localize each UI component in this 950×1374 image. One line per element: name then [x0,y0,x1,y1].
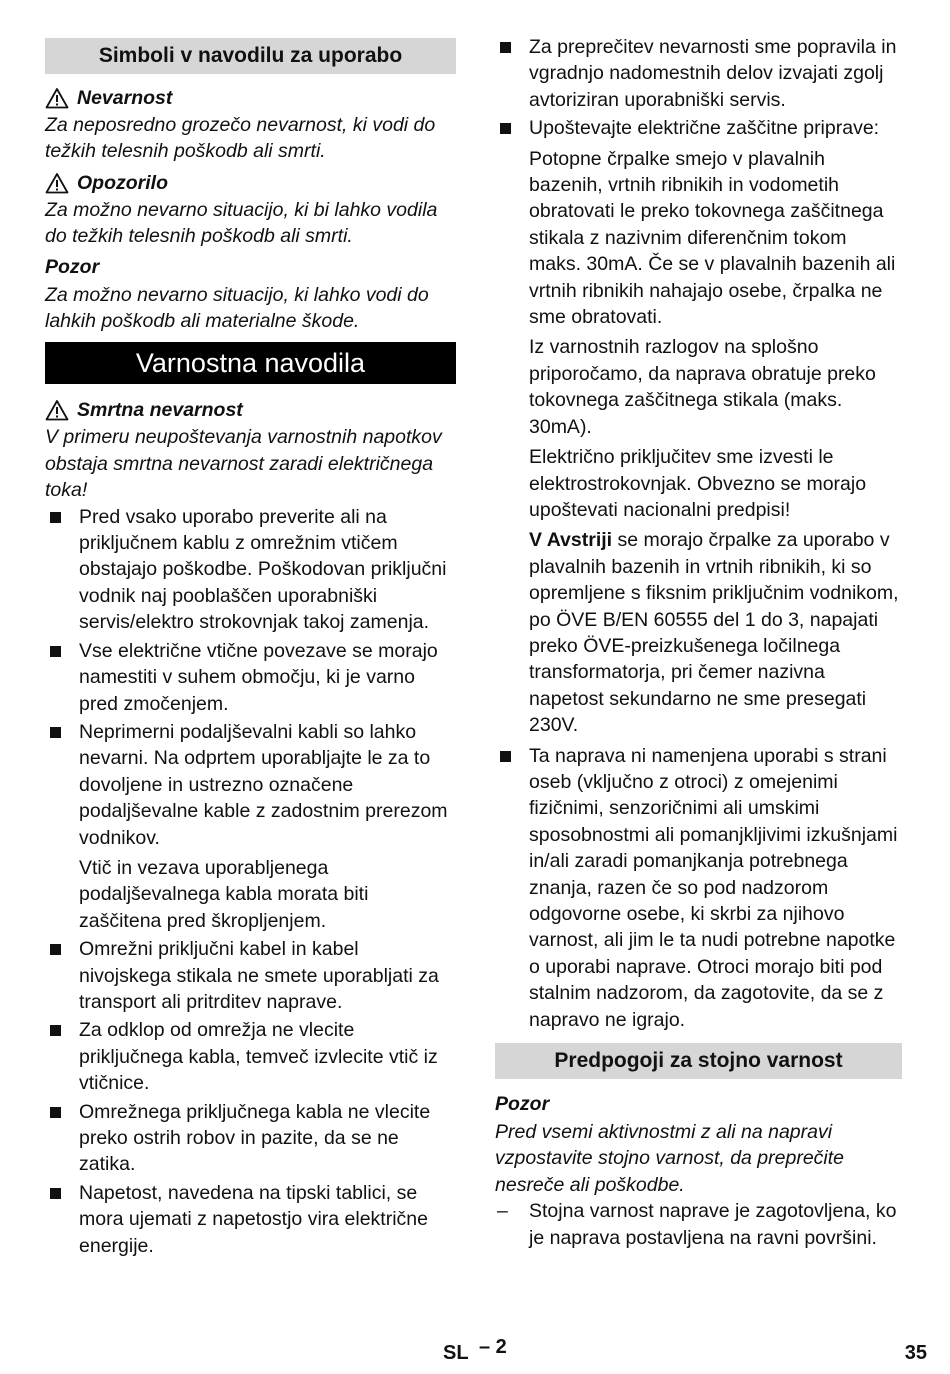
stability-caution-text: Pred vsemi aktivnostmi z ali na napravi vzpostavite stojno varnost, da preprečite nesreče ali poškodbe. [495,1121,845,1196]
danger-title-text: Nevarnost [77,86,173,109]
caution-title: Pozor [45,255,100,278]
mortal-danger-title [45,396,456,424]
footer-section-number: – 2 [479,1336,507,1358]
bullet-square-icon [50,727,61,738]
bullet-square-icon [50,1107,61,1118]
section-heading-safety: Varnostna navodila [45,342,456,384]
list-item: Vse električne vtične povezave se morajo namestiti v suhem območju, ki je varno pred zmočenjem. [45,638,456,717]
warning-triangle-icon [45,87,69,109]
mortal-danger-text: V primeru neupoštevanja varnostnih napotkov obstaja smrtna nevarnost zaradi električnega toka! [45,426,442,502]
stability-caution-title: Pozor [495,1093,550,1116]
section-heading-symbols: Simboli v navodilu za uporabo [45,38,456,74]
danger-text: Za neposredno grozečo nevarnost, ki vodi do težkih telesnih poškodb ali smrti. [45,114,436,163]
warning-text: Za možno nevarno situacijo, ki bi lahko vodila do težkih telesnih poškodb ali smrti. [45,198,438,248]
list-item: Upoštevajte električne zaščitne priprave: Potopne črpalke smejo v plavalnih bazenih, vrtnih ribnikih in vodometih obratovati le preko tokovnega zaščitnega stikala z nazivnim diferenčnim tokom maks. 30mA. Če se v plavalnih bazenih ali vrtnih ribnikih nahajajo osebe, črpalka ne sme obratovati. Iz varnostnih razlogov na splošno priporočamo, da naprava obratuje preko tokovnega zaščitnega stikala (maks. 30mA). Električno priključitev sme izvesti le elektrostrokovnjak. Obvezno se morajo upoštevati nacionalni predpisi! V Avstriji se morajo črpalke za uporabo v plavalnih bazenih in vrtnih ribnikih, ki so opremljene s fiksnim priključnim vodnikom, po ÖVE B/EN 60555 del 1 do 3, napajati preko ÖVE-preizkušenega ločilnega transformatorja, pri čemer nazivna napetost sekundarno ne sme presegati 230V. [495,115,902,738]
list-item: Za odklop od omrežja ne vlecite priključnega kabla, temveč izvlecite vtič iz vtičnice. [45,1017,456,1096]
list-item: Omrežnega priključnega kabla ne vlecite preko ostrih robov in pazite, da se ne zatika. [45,1099,456,1178]
list-item: Za preprečitev nevarnosti sme popravila in vgradnjo nadomestnih delov izvajati zgolj avtoriziran uporabniški servis. [495,34,902,113]
bullet-square-icon [500,42,511,53]
bullet-square-icon [50,646,61,657]
list-item: Ta naprava ni namenjena uporabi s strani oseb (vključno z otroci) z omejenimi fizičnimi, senzoričnimi ali umskimi sposobnostmi ali pomanjkljivimi izkušnjami in/ali zaradi pomanjkanja potrebnega znanja, razen če so pod nadzorom odgovorne osebe, ki skrbi za njihovo varnost, ali jim le ta nudi potrebne napotke o uporabi naprave. Otroci morajo biti pod stalnim nadzorom, da zagotovite, da se z napravo ne igrajo. [495,743,902,1033]
bullet-square-icon [50,1025,61,1036]
dash-bullet: – [497,1200,508,1223]
bullet-square-icon [50,512,61,523]
warning-triangle-icon [45,172,69,194]
list-item: Napetost, navedena na tipski tablici, se mora ujemati z napetostjo vira električne energije. [45,1180,456,1259]
section-heading-stability: Predpogoji za stojno varnost [495,1043,902,1079]
bullet-square-icon [50,944,61,955]
austria-paragraph: V Avstriji se morajo črpalke za uporabo v plavalnih bazenih in vrtnih ribnikih, ki so opremljene s fiksnim priključnim vodnikom, po ÖVE B/EN 60555 del 1 do 3, napajati preko ÖVE-preizkušenega ločilnega transformatorja, pri čemer nazivna napetost sekundarno ne sme presegati 230V. [529,529,899,737]
warning-triangle-icon [45,399,69,421]
bullet-square-icon [50,1188,61,1199]
list-item: – Stojna varnost naprave je zagotovljena, ko je naprava postavljena na ravni površini. [497,1200,897,1249]
footer-language: SL [443,1342,469,1364]
left-column [45,38,456,1261]
austria-label: V Avstriji [529,529,613,552]
danger-title [45,84,456,112]
right-column [495,34,902,1251]
warning-title [45,169,456,197]
mortal-danger-title-text: Smrtna nevarnost [77,399,243,422]
footer-page-number: 35 [904,1342,927,1364]
caution-text: Za možno nevarno situacijo, ki lahko vodi do lahkih poškodb ali materialne škode. [45,283,429,333]
list-item: Omrežni priključni kabel in kabel nivojskega stikala ne smete uporabljati za transport ali pritrditev naprave. [45,936,456,1015]
list-item: Neprimerni podaljševalni kabli so lahko nevarni. Na odprtem uporabljajte le za to dovoljene in ustrezno označene podaljševalne kable z zadostnim prerezom vodnikov. Vtič in vezava uporabljenega podaljševalnega kabla morata biti zaščitena pred škropljenjem. [45,719,456,934]
bullet-square-icon [500,123,511,134]
list-item: Pred vsako uporabo preverite ali na priključnem kablu z omrežnim vtičem obstajajo poškodbe. Poškodovan priključni vodnik naj pooblaščen uporabniški servis/elektro strokovnjak takoj zamenja. [45,504,456,636]
bullet-square-icon [500,751,511,762]
warning-title-text: Opozorilo [77,171,168,194]
